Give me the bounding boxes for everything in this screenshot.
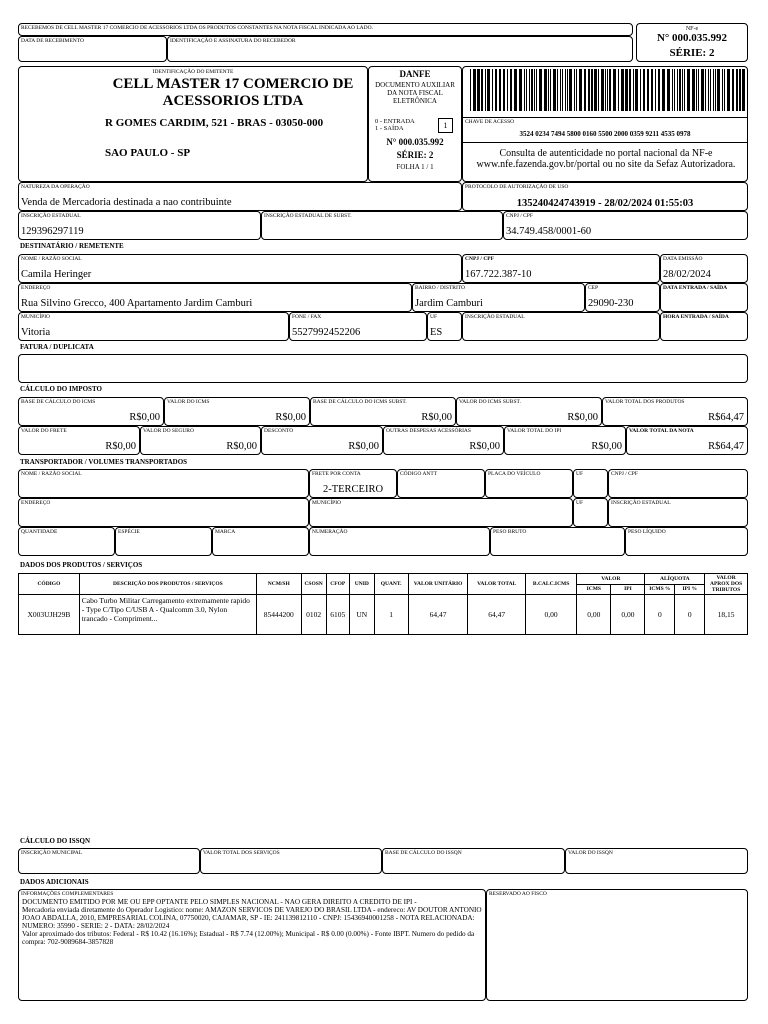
imp-icms-value: R$0,00 — [275, 412, 306, 423]
danfe-folha: FOLHA 1 / 1 — [396, 163, 434, 171]
cnpj-value: 34.749.458/0001-60 — [506, 226, 592, 237]
adicionais-info-label: INFORMAÇÕES COMPLEMENTARES — [21, 891, 114, 897]
adicionais-line-2: Mercadoria enviada diretamente do Operador Logistico: nome: AMAZON SERVICOS DE VAREJO DO BRASIL LTDA - endereco: AV DOUTOR ANTONIO JOAO ABDALLA, 2010, EMPRESARIAL COLINA, 07750020, CAJAMAR, SP - IE: 241139812110 - CNPJ: 15436940001258 - NOTA RELACIONADA: NUMERO: 35990 - SERIE: 2 - DATA: 28/02/2024 — [22, 906, 482, 930]
transp-ie-field — [608, 498, 748, 527]
transp-marca-label: MARCA — [215, 529, 236, 535]
canhoto-signature-label: IDENTIFICAÇÃO E ASSINATURA DO RECEBEDOR — [170, 38, 296, 44]
th-descricao: DESCRIÇÃO DOS PRODUTOS / SERVIÇOS — [79, 574, 256, 595]
dest-ie-label: INSCRIÇÃO ESTADUAL — [465, 314, 525, 320]
dest-cpf-value: 167.722.387-10 — [465, 269, 532, 280]
th-bc: B.CALC.ICMS — [526, 574, 577, 595]
issqn-im-field — [18, 848, 200, 874]
natureza-label: NATUREZA DA OPERAÇÃO — [21, 184, 90, 190]
adicionais-section-title: DADOS ADICIONAIS — [20, 878, 89, 886]
imp-total-nota-value: R$64,47 — [708, 441, 744, 452]
issqn-servicos-field — [200, 848, 382, 874]
imp-icms-st-value: R$0,00 — [567, 412, 598, 423]
dest-data-entrada-field — [660, 283, 748, 312]
transp-uf2-label: UF — [576, 500, 584, 506]
products-table — [18, 573, 748, 635]
transp-uf-field — [573, 469, 608, 498]
danfe-serie: SÉRIE: 2 — [396, 150, 434, 160]
td-ncm: 85444200 — [256, 595, 301, 635]
ie-value: 129396297119 — [21, 226, 84, 237]
canhoto-receipt-text: RECEBEMOS DE CELL MASTER 17 COMERCIO DE ACESSORIOS LTDA OS PRODUTOS CONSTANTES NA NOTA FISCAL INDICADA AO LADO. — [21, 25, 373, 31]
chave-value: 3524 0234 7494 5800 0160 5500 2000 0359 9211 4535 0978 — [519, 130, 691, 138]
dest-bairro-value: Jardim Camburi — [415, 298, 483, 309]
transp-ie-label: INSCRIÇÃO ESTADUAL — [611, 500, 671, 506]
transp-frete-field — [309, 469, 397, 498]
td-total: 64,47 — [468, 595, 526, 635]
canhoto-nfe-box — [636, 23, 748, 62]
dest-municipio-value: Vitoria — [21, 327, 51, 338]
chave-label: CHAVE DE ACESSO — [465, 119, 515, 125]
dest-municipio-field — [18, 312, 289, 341]
th-ncm: NCM/SH — [256, 574, 301, 595]
dest-data-entrada-label: DATA ENTRADA / SAÍDA — [663, 285, 728, 291]
transp-antt-field — [397, 469, 485, 498]
th-aprox: VALOR APROX DOS TRIBUTOS — [705, 574, 748, 595]
td-aprox: 18,15 — [705, 595, 748, 635]
transp-especie-label: ESPÉCIE — [118, 529, 140, 535]
adicionais-line-1: DOCUMENTO EMITIDO POR ME OU EPP OPTANTE PELO SIMPLES NACIONAL - NAO GERA DIREITO A CREDITO DE IPI - — [22, 898, 417, 906]
dest-cep-field — [585, 283, 660, 312]
transp-frete-label: FRETE POR CONTA — [312, 471, 361, 477]
imp-ipi-field — [504, 426, 626, 455]
imp-bc-icms-value: R$0,00 — [129, 412, 160, 423]
issqn-valor-field — [565, 848, 748, 874]
transp-cnpj-field — [608, 469, 748, 498]
dest-nome-label: NOME / RAZÃO SOCIAL — [21, 256, 82, 262]
transp-nome-label: NOME / RAZÃO SOCIAL — [21, 471, 82, 477]
cnpj-field — [503, 211, 748, 240]
dest-cep-label: CEP — [588, 285, 599, 291]
transp-placa-label: PLACA DO VEÍCULO — [488, 471, 541, 477]
transp-municipio-label: MUNICÍPIO — [312, 500, 342, 506]
imp-desconto-value: R$0,00 — [348, 441, 379, 452]
danfe-saida: 1 - SAÍDA — [375, 125, 404, 132]
dest-emissao-label: DATA EMISSÃO — [663, 256, 703, 262]
imp-frete-label: VALOR DO FRETE — [21, 428, 67, 434]
dest-bairro-label: BAIRRO / DISTRITO — [415, 285, 466, 291]
transp-endereco-field — [18, 498, 309, 527]
danfe-entrada: 0 - ENTRADA — [375, 118, 415, 125]
dest-endereco-field — [18, 283, 412, 312]
transp-nome-field — [18, 469, 309, 498]
transp-bruto-field — [490, 527, 625, 556]
transp-especie-field — [115, 527, 212, 556]
fatura-box — [18, 354, 748, 383]
protocolo-value: 135240424743919 - 28/02/2024 01:55:03 — [516, 198, 694, 209]
table-row — [19, 595, 748, 635]
imp-icms-st-field — [456, 397, 602, 426]
th-quant: QUANT. — [374, 574, 408, 595]
danfe-box — [368, 66, 462, 182]
ie-field — [18, 211, 261, 240]
imp-outras-field — [383, 426, 504, 455]
th-valor-ipi: IPI — [611, 584, 645, 595]
transp-endereco-label: ENDEREÇO — [21, 500, 51, 506]
canhoto-serie: SÉRIE: 2 — [669, 47, 715, 59]
transp-liquido-label: PESO LÍQUIDO — [628, 529, 666, 535]
th-aliq-ipi: IPI % — [675, 584, 705, 595]
th-valor-icms: ICMS — [577, 584, 611, 595]
imp-ipi-value: R$0,00 — [591, 441, 622, 452]
imp-desconto-field — [261, 426, 383, 455]
fatura-section-title: FATURA / DUPLICATA — [20, 343, 94, 351]
issqn-servicos-label: VALOR TOTAL DOS SERVIÇOS — [203, 850, 280, 856]
ie-st-label: INSCRIÇÃO ESTADUAL DE SUBST. — [264, 213, 352, 219]
imp-outras-value: R$0,00 — [469, 441, 500, 452]
ie-label: INSCRIÇÃO ESTADUAL — [21, 213, 81, 219]
dest-emissao-value: 28/02/2024 — [663, 269, 711, 280]
td-v-icms: 0,00 — [577, 595, 611, 635]
emitente-address: R GOMES CARDIM, 521 - BRAS - 03050-000 — [105, 117, 324, 129]
imp-outras-label: OUTRAS DESPESAS ACESSÓRIAS — [386, 428, 471, 434]
td-a-icms: 0 — [645, 595, 675, 635]
danfe-subtitle: DOCUMENTO AUXILIAR DA NOTA FISCAL ELETRÔNICA — [375, 81, 455, 105]
imp-seguro-field — [140, 426, 261, 455]
transp-frete-value: 2-TERCEIRO — [322, 484, 384, 495]
imp-frete-value: R$0,00 — [105, 441, 136, 452]
transp-bruto-label: PESO BRUTO — [493, 529, 527, 535]
dest-uf-value: ES — [430, 327, 443, 338]
transp-marca-field — [212, 527, 309, 556]
td-codigo: X003UJH29B — [19, 595, 80, 635]
transporte-section-title: TRANSPORTADOR / VOLUMES TRANSPORTADOS — [20, 458, 188, 466]
imp-bc-st-value: R$0,00 — [421, 412, 452, 423]
transp-qtd-label: QUANTIDADE — [21, 529, 58, 535]
emitente-box — [18, 66, 368, 182]
imp-frete-field — [18, 426, 140, 455]
th-aliquota: ALÍQUOTA — [645, 574, 705, 585]
dest-cpf-field — [462, 254, 660, 283]
dest-emissao-field — [660, 254, 748, 283]
canhoto-signature-field — [167, 36, 633, 62]
dest-hora-label: HORA ENTRADA / SAÍDA — [663, 314, 729, 320]
canhoto-nfe-label: NF-e — [685, 26, 699, 32]
transp-uf2-field — [573, 498, 608, 527]
imposto-section-title: CÁLCULO DO IMPOSTO — [20, 385, 102, 393]
dest-ie-field — [462, 312, 660, 341]
table-header-row — [19, 574, 748, 585]
th-total: VALOR TOTAL — [468, 574, 526, 595]
dest-uf-field — [427, 312, 462, 341]
ie-st-field — [261, 211, 503, 240]
td-descricao: Cabo Turbo Militar Carregamento extremamente rapido - Type C/Tipo C/USB A - Qualcomm 3.0, Nylon trancado - Compriment... — [79, 595, 256, 635]
imp-seguro-value: R$0,00 — [226, 441, 257, 452]
transp-numeracao-label: NUMERAÇÃO — [312, 529, 348, 535]
dest-hora-field — [660, 312, 748, 341]
produtos-section-title: DADOS DOS PRODUTOS / SERVIÇOS — [20, 561, 143, 569]
imp-seguro-label: VALOR DO SEGURO — [143, 428, 194, 434]
transp-numeracao-field — [309, 527, 490, 556]
issqn-section-title: CÁLCULO DO ISSQN — [20, 837, 91, 845]
imp-bc-icms-field — [18, 397, 164, 426]
dest-cep-value: 29090-230 — [588, 298, 634, 309]
transp-antt-label: CÓDIGO ANTT — [400, 471, 438, 477]
td-cfop: 6105 — [326, 595, 349, 635]
destinatario-section-title: DESTINATÁRIO / REMETENTE — [20, 242, 124, 250]
th-csosn: CSOSN — [301, 574, 326, 595]
chave-box — [462, 117, 748, 143]
adicionais-line-3: Valor aproximado dos tributos: Federal - R$ 10.42 (16.16%); Estadual - R$ 7.74 (12.00%); Municipal - R$ 0.00 (0.00%) - Fonte IBPT. Numero do pedido da compra: 702-9089684-3857828 — [22, 930, 475, 946]
barcode-icon — [470, 69, 746, 111]
dest-municipio-label: MUNICÍPIO — [21, 314, 51, 320]
issqn-bc-field — [382, 848, 565, 874]
imp-icms-label: VALOR DO ICMS — [167, 399, 210, 405]
dest-fone-value: 5527992452206 — [292, 327, 361, 338]
td-quant: 1 — [374, 595, 408, 635]
dest-bairro-field — [412, 283, 585, 312]
imp-icms-field — [164, 397, 310, 426]
transp-municipio-field — [309, 498, 573, 527]
imp-total-nota-field — [626, 426, 748, 455]
imp-icms-st-label: VALOR DO ICMS SUBST. — [459, 399, 521, 405]
natureza-value: Venda de Mercadoria destinada a nao contribuinte — [21, 197, 232, 208]
imp-total-nota-label: VALOR TOTAL DA NOTA — [629, 428, 694, 434]
danfe-tipo: 1 — [438, 118, 453, 133]
issqn-bc-label: BASE DE CÁLCULO DO ISSQN — [385, 850, 462, 856]
imp-ipi-label: VALOR TOTAL DO IPI — [507, 428, 562, 434]
td-unid: UN — [350, 595, 375, 635]
transp-uf-label: UF — [576, 471, 584, 477]
td-unit: 64,47 — [408, 595, 468, 635]
emitente-city: SAO PAULO - SP — [105, 147, 191, 159]
canhoto-number: N° 000.035.992 — [656, 32, 728, 44]
transp-liquido-field — [625, 527, 748, 556]
transp-cnpj-label: CNPJ / CPF — [611, 471, 638, 477]
th-unit: VALOR UNITÁRIO — [408, 574, 468, 595]
td-v-ipi: 0,00 — [611, 595, 645, 635]
td-bc: 0,00 — [526, 595, 577, 635]
issqn-im-label: INSCRIÇÃO MUNICIPAL — [21, 850, 83, 856]
protocolo-label: PROTOCOLO DE AUTORIZAÇÃO DE USO — [465, 184, 569, 190]
dest-fone-label: FONE / FAX — [292, 314, 322, 320]
dest-cpf-label: CNPJ / CPF — [465, 256, 495, 262]
canhoto-date-field — [18, 36, 167, 62]
th-cfop: CFOP — [326, 574, 349, 595]
dest-uf-label: UF — [430, 314, 438, 320]
issqn-valor-label: VALOR DO ISSQN — [568, 850, 613, 856]
imp-desconto-label: DESCONTO — [264, 428, 294, 434]
th-valor: VALOR — [577, 574, 645, 585]
danfe-title: DANFE — [399, 69, 431, 79]
adicionais-info-box — [18, 889, 486, 1001]
th-unid: UNID — [350, 574, 375, 595]
emitente-label: IDENTIFICAÇÃO DO EMITENTE — [152, 69, 234, 75]
td-a-ipi: 0 — [675, 595, 705, 635]
th-codigo: CÓDIGO — [19, 574, 80, 595]
natureza-field — [18, 182, 462, 211]
danfe-number: N° 000.035.992 — [386, 137, 444, 147]
th-aliq-icms: ICMS % — [645, 584, 675, 595]
canhoto-receipt-text-box — [18, 23, 633, 36]
transp-placa-field — [485, 469, 573, 498]
dest-endereco-label: ENDEREÇO — [21, 285, 51, 291]
dest-nome-field — [18, 254, 462, 283]
td-csosn: 0102 — [301, 595, 326, 635]
imp-total-prod-field — [602, 397, 748, 426]
emitente-name: CELL MASTER 17 COMERCIO DE ACESSORIOS LTDA — [112, 76, 354, 109]
imp-bc-st-label: BASE DE CÁLCULO DO ICMS SUBST. — [313, 399, 407, 405]
imp-total-prod-value: R$64,47 — [708, 412, 744, 423]
dest-fone-field — [289, 312, 427, 341]
imp-bc-st-field — [310, 397, 456, 426]
dest-endereco-value: Rua Silvino Grecco, 400 Apartamento Jardim Camburi — [21, 298, 253, 309]
chave-consulta: Consulta de autenticidade no portal nacional da NF-e www.nfe.fazenda.gov.br/portal ou no site da Sefaz Autorizadora. — [476, 148, 736, 170]
imp-total-prod-label: VALOR TOTAL DOS PRODUTOS — [605, 399, 685, 405]
protocolo-field — [462, 182, 748, 211]
adicionais-fisco-label: RESERVADO AO FISCO — [489, 891, 547, 897]
canhoto-date-label: DATA DE RECEBIMENTO — [21, 38, 85, 44]
adicionais-fisco-box — [486, 889, 748, 1001]
transp-qtd-field — [18, 527, 115, 556]
dest-nome-value: Camila Heringer — [21, 269, 92, 280]
adicionais-info-text — [22, 898, 482, 946]
cnpj-label: CNPJ / CPF — [506, 213, 533, 219]
imp-bc-icms-label: BASE DE CÁLCULO DO ICMS — [21, 399, 96, 405]
